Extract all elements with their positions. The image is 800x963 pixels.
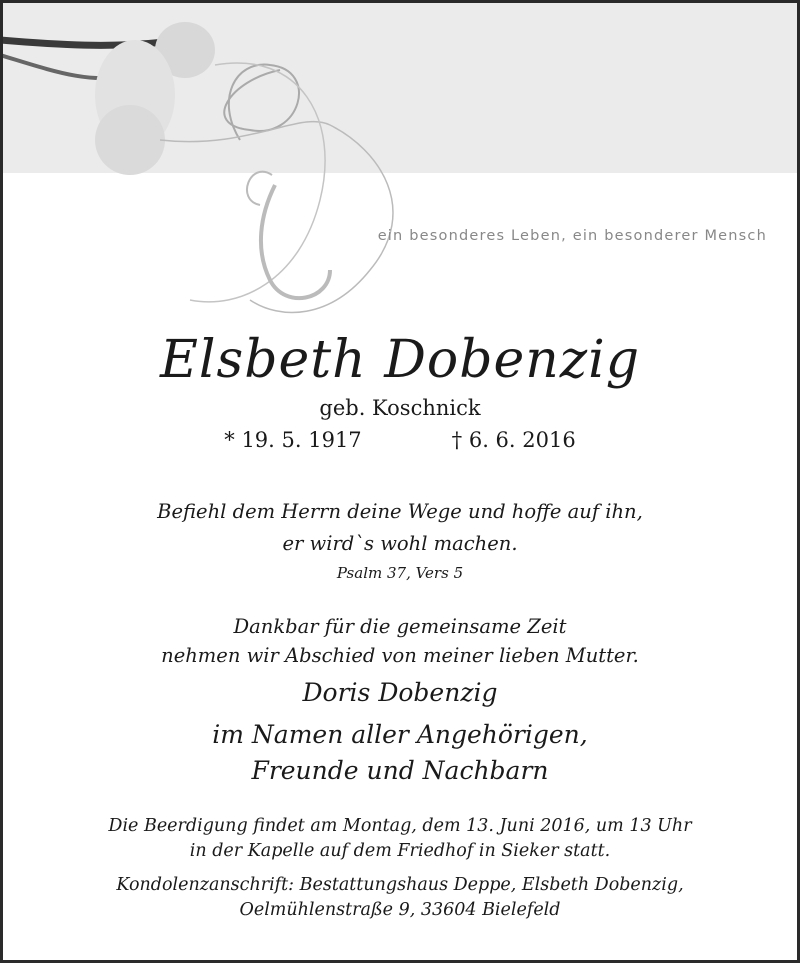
birth-name: geb. Koschnick — [319, 396, 481, 420]
farewell-line: nehmen wir Abschied von meiner lieben Mutter. — [161, 644, 639, 667]
signatory-line: Doris Dobenzig — [302, 678, 498, 707]
signatory-line: im Namen aller Angehörigen, — [212, 720, 588, 749]
condolence-line: Kondolenzanschrift: Bestattungshaus Deppe, Elsbeth Dobenzig, — [116, 875, 684, 895]
deceased-name: Elsbeth Dobenzig — [159, 330, 641, 390]
tagline: ein besonderes Leben, ein besonderer Mensch — [377, 228, 767, 244]
funeral-line: in der Kapelle auf dem Friedhof in Sieker statt. — [189, 841, 611, 861]
funeral-line: Die Beerdigung findet am Montag, dem 13. Juni 2016, um 13 Uhr — [108, 816, 692, 836]
signatory-line: Freunde und Nachbarn — [251, 756, 549, 785]
life-dates — [0, 428, 800, 452]
verse-reference: Psalm 37, Vers 5 — [336, 564, 464, 582]
farewell-line: Dankbar für die gemeinsame Zeit — [233, 615, 567, 638]
death-date: † 6. 6. 2016 — [451, 428, 576, 452]
verse-line: er wird`s wohl machen. — [282, 532, 518, 555]
verse-line: Befiehl dem Herrn deine Wege und hoffe auf ihn, — [157, 500, 643, 523]
birth-date: * 19. 5. 1917 — [224, 428, 362, 452]
condolence-line: Oelmühlenstraße 9, 33604 Bielefeld — [239, 900, 561, 920]
